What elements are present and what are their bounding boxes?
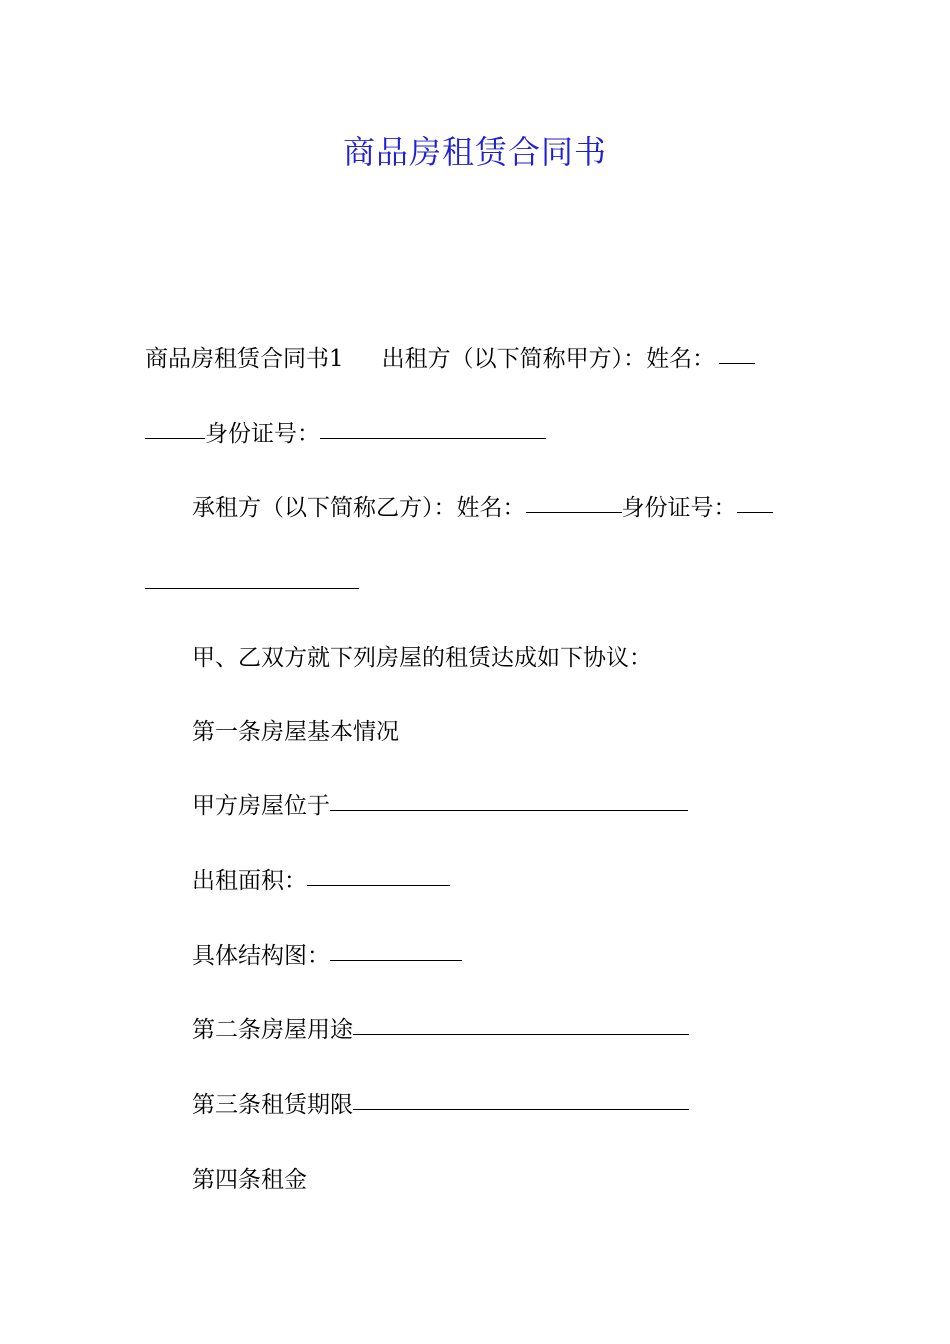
article-3-line	[192, 1089, 689, 1121]
article-2-blank	[353, 1012, 689, 1035]
area-blank	[307, 863, 450, 886]
doc-reference: 商品房租赁合同书1	[145, 346, 344, 372]
area-line	[192, 865, 450, 897]
agreement-statement: 甲、乙双方就下列房屋的租赁达成如下协议：	[192, 645, 652, 671]
article-4-heading: 第四条租金	[192, 1167, 307, 1193]
lessee-line	[192, 492, 773, 524]
location-line	[192, 790, 688, 822]
lessor-line	[145, 343, 755, 375]
article-1-heading: 第一条房屋基本情况	[192, 719, 399, 745]
article-3-blank	[353, 1087, 689, 1110]
lessor-name-label: 出租方（以下简称甲方）：姓名：	[381, 346, 716, 372]
document-title: 商品房租赁合同书	[342, 133, 607, 171]
location-blank	[330, 788, 688, 811]
lessee-name-blank	[526, 490, 622, 513]
structure-blank	[330, 938, 462, 961]
article-2-label: 第二条房屋用途	[192, 1017, 353, 1043]
lessor-id-line	[145, 418, 546, 450]
lessor-id-label: 身份证号：	[205, 421, 320, 447]
lessee-id-blank	[737, 490, 773, 513]
area-label: 出租面积：	[192, 868, 307, 894]
lessee-name-label: 承租方（以下简称乙方）：姓名：	[192, 495, 526, 521]
structure-label: 具体结构图：	[192, 943, 330, 969]
lessee-id-blank-continued	[145, 566, 359, 589]
structure-line	[192, 940, 462, 972]
lessee-id-continuation-line	[145, 568, 359, 600]
location-label: 甲方房屋位于	[192, 793, 330, 819]
lessor-name-blank-continued	[145, 416, 205, 439]
lessor-name-blank	[719, 341, 755, 364]
article-2-line	[192, 1014, 689, 1046]
article-3-label: 第三条租赁期限	[192, 1092, 353, 1118]
lessee-id-label: 身份证号：	[621, 495, 737, 521]
lessor-id-blank	[320, 416, 546, 439]
